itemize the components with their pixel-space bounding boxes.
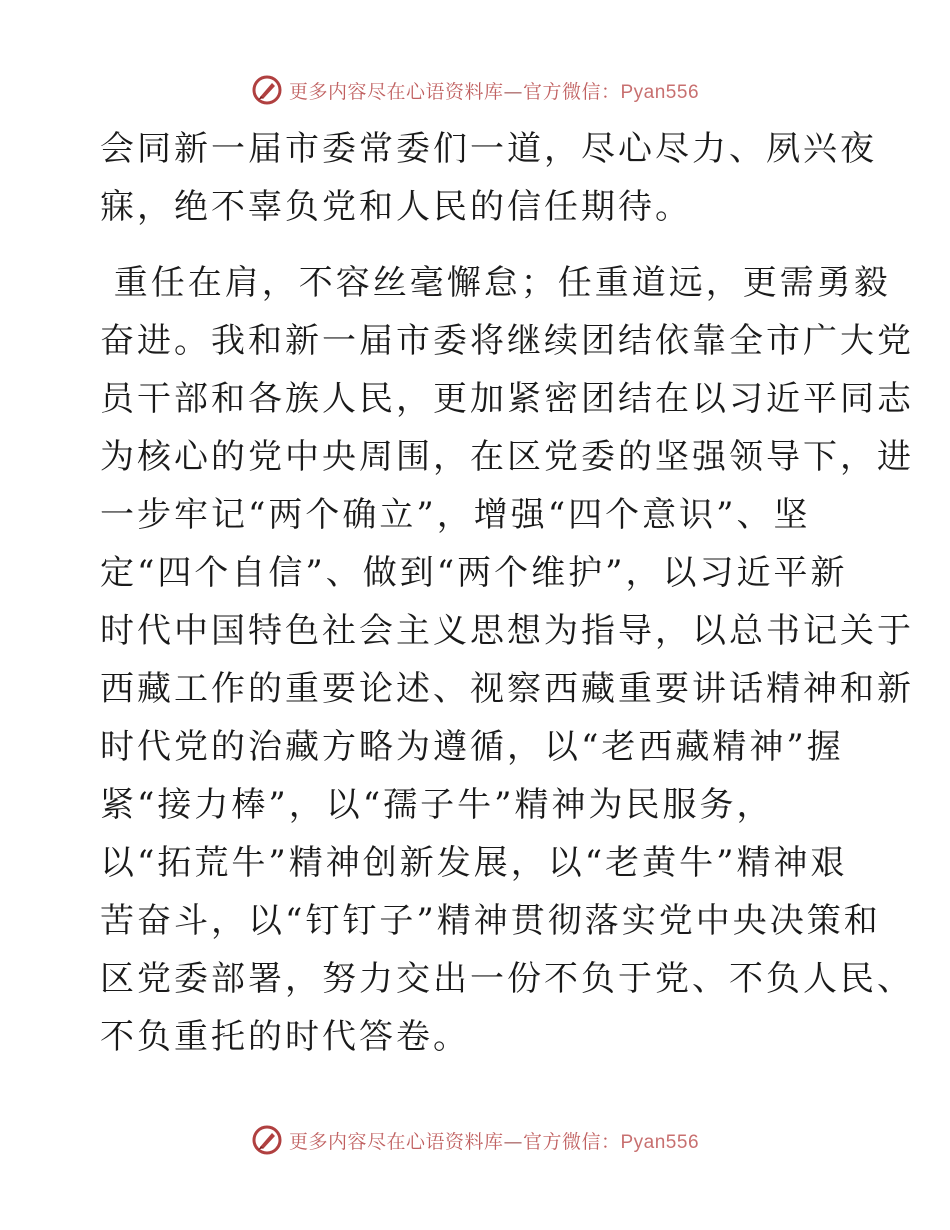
watermark-cn: 更多内容尽在心语资料库: [288, 1130, 504, 1153]
watermark-id: Pyan556: [620, 81, 700, 103]
text-line: 寐，绝不辜负党和人民的信任期待。: [100, 187, 692, 227]
text-line: 紧“接力棒”，以“孺子牛”精神为民服务，: [100, 785, 774, 825]
text-line: 重任在肩，不容丝毫懈怠；任重道远，更需勇毅: [100, 263, 891, 303]
text-line: 苦奋斗，以“钉钉子”精神贯彻落实党中央决策和: [100, 901, 881, 941]
paragraph-2: [100, 254, 914, 1066]
pen-logo-icon: [251, 1124, 283, 1156]
text-line: 会同新一届市委常委们一道，尽心尽力、夙兴夜: [100, 129, 877, 169]
footer-watermark: [0, 1120, 950, 1160]
watermark-dash: —: [503, 1130, 523, 1153]
watermark-dash: —: [503, 80, 523, 103]
text-line: 以“拓荒牛”精神创新发展，以“老黄牛”精神艰: [100, 843, 848, 883]
text-line: 奋进。我和新一届市委将继续团结依靠全市广大党: [100, 321, 914, 361]
watermark-cn: 更多内容尽在心语资料库: [288, 80, 504, 103]
text-line: 区党委部署，努力交出一份不负于党、不负人民、: [100, 959, 914, 999]
header-watermark: [0, 70, 950, 110]
text-line: 不负重托的时代答卷。: [100, 1017, 470, 1057]
text-line: 员干部和各族人民，更加紧密团结在以习近平同志: [100, 379, 914, 419]
text-line: 西藏工作的重要论述、视察西藏重要讲话精神和新: [100, 669, 914, 709]
watermark-label: 官方微信：: [522, 1130, 621, 1153]
text-line: 定“四个自信”、做到“两个维护”，以习近平新: [100, 553, 848, 593]
document-body: [100, 120, 914, 1066]
text-line: 时代中国特色社会主义思想为指导，以总书记关于: [100, 611, 914, 651]
text-line: 一步牢记“两个确立”，增强“四个意识”、坚: [100, 495, 811, 535]
text-line: 为核心的党中央周围，在区党委的坚强领导下，进: [100, 437, 914, 477]
paragraph-1: [100, 120, 877, 236]
watermark-id: Pyan556: [620, 1131, 700, 1153]
pen-logo-icon: [251, 74, 283, 106]
text-line: 时代党的治藏方略为遵循，以“老西藏精神”握: [100, 727, 844, 767]
watermark-label: 官方微信：: [522, 80, 621, 103]
